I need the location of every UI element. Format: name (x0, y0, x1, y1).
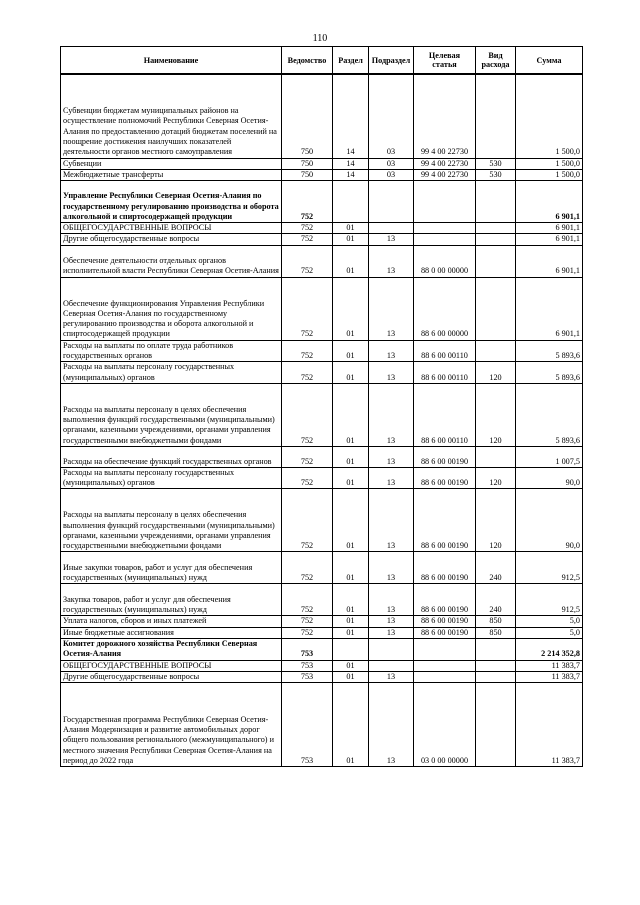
cell-razdel: 01 (333, 277, 369, 340)
budget-table (60, 46, 583, 767)
cell-vid: 120 (476, 383, 516, 446)
cell-name: Иные бюджетные ассигнования (61, 627, 282, 638)
cell-celevaya: 88 6 00 00110 (414, 383, 476, 446)
cell-podrazdel: 13 (369, 552, 414, 584)
cell-summa: 11 383,7 (516, 683, 583, 767)
cell-name: Обеспечение функционирования Управления Республики Северная Осетия-Алания по государственному регулированию производства и оборота алкогольной и спиртосодержащей продукции (61, 277, 282, 340)
table-row (61, 467, 583, 489)
cell-name: Комитет дорожного хозяйства Республики Северная Осетия-Алания (61, 639, 282, 661)
cell-ved: 752 (282, 277, 333, 340)
table-row (61, 683, 583, 767)
table-row (61, 277, 583, 340)
cell-name: Закупка товаров, работ и услуг для обеспечения государственных (муниципальных) нужд (61, 584, 282, 616)
header-vid: Вид расхода (476, 47, 516, 75)
cell-summa: 90,0 (516, 489, 583, 552)
cell-razdel: 14 (333, 74, 369, 158)
cell-vid (476, 223, 516, 234)
cell-name: Государственная программа Республики Северная Осетия-Алания Модернизация и развитие автомобильных дорог общего пользования регионального (межмуниципального) и местного значения Республики Северная Осетия-Алания на период до 2022 года (61, 683, 282, 767)
cell-summa: 1 007,5 (516, 446, 583, 467)
cell-summa: 5,0 (516, 627, 583, 638)
cell-ved: 752 (282, 627, 333, 638)
cell-name: Обеспечение деятельности отдельных органов исполнительной власти Республики Северная Осетия-Алания (61, 245, 282, 277)
cell-razdel: 01 (333, 245, 369, 277)
table-row (61, 234, 583, 245)
cell-celevaya (414, 234, 476, 245)
cell-summa: 11 383,7 (516, 671, 583, 682)
cell-summa: 5 893,6 (516, 362, 583, 384)
header-razdel: Раздел (333, 47, 369, 75)
cell-name: Уплата налогов, сборов и иных платежей (61, 616, 282, 627)
cell-ved: 752 (282, 584, 333, 616)
cell-name: Расходы на выплаты персоналу государственных (муниципальных) органов (61, 362, 282, 384)
cell-podrazdel (369, 223, 414, 234)
cell-name: Расходы на выплаты персоналу в целях обеспечения выполнения функций государственными (муниципальными) органами, казенными учреждениями, органами управления государственными внебюджетными фондами (61, 383, 282, 446)
table-body (61, 74, 583, 767)
cell-name: Управление Республики Северная Осетия-Алания по государственному регулированию производства и оборота алкогольной и спиртосодержащей продукции (61, 181, 282, 223)
cell-vid (476, 340, 516, 362)
cell-name: Субвенции (61, 158, 282, 169)
cell-vid: 850 (476, 627, 516, 638)
table-row (61, 660, 583, 671)
cell-ved: 753 (282, 639, 333, 661)
cell-name: Другие общегосударственные вопросы (61, 671, 282, 682)
cell-razdel: 01 (333, 340, 369, 362)
table-row (61, 671, 583, 682)
cell-vid (476, 446, 516, 467)
cell-podrazdel (369, 639, 414, 661)
cell-razdel: 01 (333, 383, 369, 446)
cell-name: Иные закупки товаров, работ и услуг для обеспечения государственных (муниципальных) нужд (61, 552, 282, 584)
header-summa: Сумма (516, 47, 583, 75)
cell-summa: 6 901,1 (516, 223, 583, 234)
cell-podrazdel: 13 (369, 277, 414, 340)
header-celevaya: Целевая статья (414, 47, 476, 75)
cell-vid: 850 (476, 616, 516, 627)
cell-razdel: 01 (333, 446, 369, 467)
cell-vid (476, 245, 516, 277)
cell-summa: 2 214 352,8 (516, 639, 583, 661)
cell-summa: 6 901,1 (516, 234, 583, 245)
cell-podrazdel: 13 (369, 340, 414, 362)
cell-vid (476, 74, 516, 158)
cell-podrazdel: 13 (369, 683, 414, 767)
cell-vid: 120 (476, 467, 516, 489)
cell-celevaya (414, 660, 476, 671)
cell-razdel: 01 (333, 223, 369, 234)
cell-name: Расходы на выплаты персоналу в целях обеспечения выполнения функций государственными (муниципальными) органами, казенными учреждениями, органами управления государственными внебюджетными фондами (61, 489, 282, 552)
cell-podrazdel: 13 (369, 245, 414, 277)
cell-razdel: 01 (333, 489, 369, 552)
cell-name: Субвенции бюджетам муниципальных районов на осуществление полномочий Республики Северная Осетия-Алания по предоставлению дотаций бюджетам поселений на поощрение достижения наилучших показателей деятельности органов местного самоуправления (61, 74, 282, 158)
cell-celevaya (414, 671, 476, 682)
cell-celevaya: 88 6 00 00190 (414, 552, 476, 584)
cell-podrazdel: 03 (369, 158, 414, 169)
cell-vid (476, 181, 516, 223)
cell-podrazdel: 13 (369, 446, 414, 467)
cell-razdel: 01 (333, 552, 369, 584)
header-name: Наименование (61, 47, 282, 75)
cell-vid: 120 (476, 362, 516, 384)
cell-ved: 753 (282, 660, 333, 671)
cell-name: ОБЩЕГОСУДАРСТВЕННЫЕ ВОПРОСЫ (61, 660, 282, 671)
cell-ved: 752 (282, 223, 333, 234)
cell-razdel: 01 (333, 616, 369, 627)
table-row (61, 181, 583, 223)
cell-celevaya (414, 639, 476, 661)
cell-summa: 90,0 (516, 467, 583, 489)
table-row (61, 383, 583, 446)
cell-ved: 752 (282, 616, 333, 627)
cell-podrazdel (369, 181, 414, 223)
cell-celevaya: 88 6 00 00190 (414, 627, 476, 638)
cell-celevaya (414, 181, 476, 223)
cell-celevaya: 88 6 00 00190 (414, 584, 476, 616)
header-ved: Ведомство (282, 47, 333, 75)
cell-name: Расходы на выплаты по оплате труда работников государственных органов (61, 340, 282, 362)
cell-razdel (333, 639, 369, 661)
table-row (61, 169, 583, 180)
cell-celevaya: 88 0 00 00000 (414, 245, 476, 277)
cell-celevaya: 99 4 00 22730 (414, 74, 476, 158)
cell-vid (476, 683, 516, 767)
cell-ved: 752 (282, 340, 333, 362)
cell-celevaya: 88 6 00 00190 (414, 467, 476, 489)
cell-razdel: 01 (333, 584, 369, 616)
cell-ved: 750 (282, 74, 333, 158)
cell-razdel (333, 181, 369, 223)
cell-ved: 752 (282, 446, 333, 467)
cell-razdel: 01 (333, 627, 369, 638)
table-row (61, 340, 583, 362)
cell-vid: 530 (476, 169, 516, 180)
cell-vid (476, 234, 516, 245)
cell-celevaya: 88 6 00 00110 (414, 362, 476, 384)
table-row (61, 639, 583, 661)
cell-podrazdel: 13 (369, 671, 414, 682)
cell-podrazdel: 13 (369, 362, 414, 384)
cell-podrazdel: 13 (369, 234, 414, 245)
table-header (61, 47, 583, 75)
cell-celevaya: 88 6 00 00190 (414, 616, 476, 627)
cell-podrazdel: 13 (369, 627, 414, 638)
cell-razdel: 14 (333, 158, 369, 169)
cell-celevaya: 88 6 00 00190 (414, 489, 476, 552)
page-number: 110 (312, 33, 328, 44)
cell-ved: 752 (282, 467, 333, 489)
cell-ved: 752 (282, 234, 333, 245)
cell-celevaya: 88 6 00 00110 (414, 340, 476, 362)
cell-name: Другие общегосударственные вопросы (61, 234, 282, 245)
cell-name: Расходы на обеспечение функций государственных органов (61, 446, 282, 467)
table-row (61, 223, 583, 234)
cell-ved: 750 (282, 169, 333, 180)
cell-summa: 5 893,6 (516, 340, 583, 362)
cell-razdel: 01 (333, 362, 369, 384)
cell-name: Межбюджетные трансферты (61, 169, 282, 180)
cell-summa: 1 500,0 (516, 74, 583, 158)
cell-ved: 752 (282, 552, 333, 584)
cell-podrazdel: 03 (369, 169, 414, 180)
cell-summa: 912,5 (516, 552, 583, 584)
table-row (61, 74, 583, 158)
table-row (61, 584, 583, 616)
cell-razdel: 01 (333, 671, 369, 682)
table-row (61, 158, 583, 169)
cell-vid (476, 660, 516, 671)
cell-ved: 753 (282, 671, 333, 682)
cell-name: ОБЩЕГОСУДАРСТВЕННЫЕ ВОПРОСЫ (61, 223, 282, 234)
table-row (61, 627, 583, 638)
cell-summa: 6 901,1 (516, 245, 583, 277)
cell-vid (476, 639, 516, 661)
cell-vid (476, 277, 516, 340)
cell-podrazdel: 13 (369, 584, 414, 616)
header-podrazdel: Подраздел (369, 47, 414, 75)
cell-ved: 752 (282, 181, 333, 223)
cell-summa: 912,5 (516, 584, 583, 616)
cell-razdel: 01 (333, 234, 369, 245)
table-row (61, 616, 583, 627)
cell-ved: 750 (282, 158, 333, 169)
cell-ved: 753 (282, 683, 333, 767)
cell-summa: 5,0 (516, 616, 583, 627)
cell-ved: 752 (282, 245, 333, 277)
cell-vid: 530 (476, 158, 516, 169)
cell-celevaya (414, 223, 476, 234)
cell-vid: 240 (476, 584, 516, 616)
cell-razdel: 01 (333, 467, 369, 489)
cell-podrazdel: 03 (369, 74, 414, 158)
cell-ved: 752 (282, 362, 333, 384)
cell-celevaya: 99 4 00 22730 (414, 158, 476, 169)
cell-razdel: 01 (333, 683, 369, 767)
table-row (61, 245, 583, 277)
cell-celevaya: 88 6 00 00190 (414, 446, 476, 467)
cell-podrazdel: 13 (369, 489, 414, 552)
cell-podrazdel: 13 (369, 467, 414, 489)
cell-ved: 752 (282, 489, 333, 552)
cell-summa: 6 901,1 (516, 277, 583, 340)
cell-podrazdel: 13 (369, 383, 414, 446)
cell-razdel: 14 (333, 169, 369, 180)
cell-celevaya: 99 4 00 22730 (414, 169, 476, 180)
cell-razdel: 01 (333, 660, 369, 671)
cell-summa: 5 893,6 (516, 383, 583, 446)
table-row (61, 362, 583, 384)
table-row (61, 489, 583, 552)
cell-celevaya: 03 0 00 00000 (414, 683, 476, 767)
cell-podrazdel (369, 660, 414, 671)
cell-name: Расходы на выплаты персоналу государственных (муниципальных) органов (61, 467, 282, 489)
cell-vid: 120 (476, 489, 516, 552)
cell-celevaya: 88 6 00 00000 (414, 277, 476, 340)
cell-podrazdel: 13 (369, 616, 414, 627)
table-row (61, 446, 583, 467)
cell-summa: 1 500,0 (516, 158, 583, 169)
cell-summa: 6 901,1 (516, 181, 583, 223)
cell-vid (476, 671, 516, 682)
table-row (61, 552, 583, 584)
cell-summa: 1 500,0 (516, 169, 583, 180)
cell-vid: 240 (476, 552, 516, 584)
cell-ved: 752 (282, 383, 333, 446)
cell-summa: 11 383,7 (516, 660, 583, 671)
